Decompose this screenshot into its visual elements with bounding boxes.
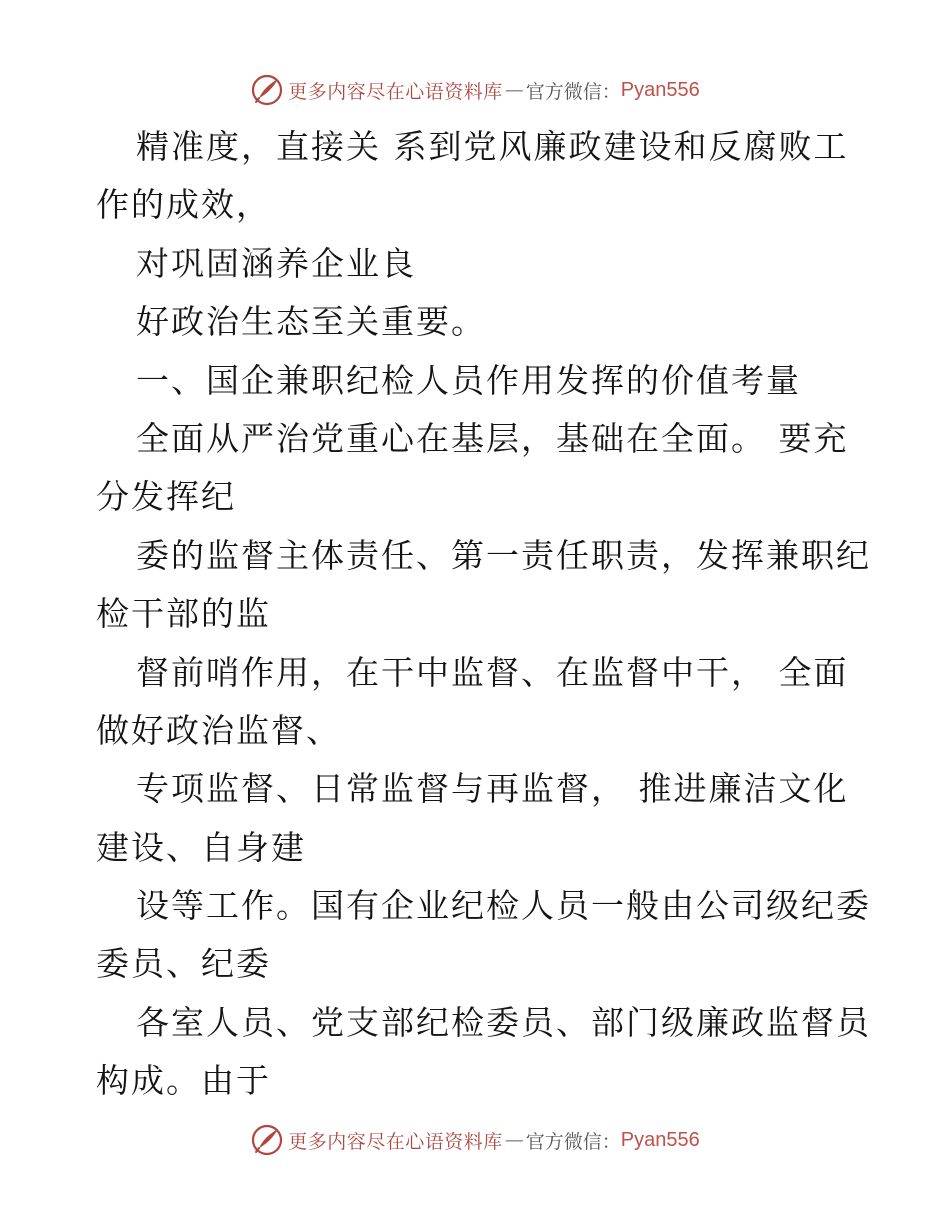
- watermark-site-text: 更多内容尽在心语资料库: [288, 80, 503, 103]
- text-line: 好政治生态至关重要。: [136, 302, 486, 342]
- text-line: 构成。由于: [96, 1061, 271, 1101]
- text-line: 精准度，直接关 系到党风廉政建设和反腐败工: [136, 127, 849, 166]
- watermark-separator: —: [504, 79, 524, 101]
- watermark-wechat-label: 官方微信：: [525, 1130, 621, 1153]
- text-line: 专项监督、日常监督与再监督， 推进廉洁文化: [136, 769, 849, 809]
- text-line: 对巩固涵养企业良: [136, 243, 416, 283]
- text-line: 分发挥纪: [96, 477, 236, 517]
- text-line: 委员、纪委: [96, 944, 271, 984]
- text-line: 全面从严治党重心在基层，基础在全面。 要充: [136, 418, 849, 458]
- text-line: 各室人员、党支部纪检委员、部门级廉政监督员: [136, 1002, 871, 1042]
- watermark-wechat-id: Pyan556: [620, 78, 700, 101]
- text-line: 检干部的监: [96, 594, 271, 634]
- document-body: [96, 118, 871, 1111]
- watermark-site-text: 更多内容尽在心语资料库: [288, 1130, 503, 1153]
- feather-pen-icon: [250, 73, 284, 107]
- text-line: 一、国企兼职纪检人员作用发挥的价值考量: [136, 360, 801, 400]
- watermark-separator: —: [504, 1129, 524, 1151]
- feather-pen-icon: [250, 1123, 284, 1157]
- text-line: 设等工作。国有企业纪检人员一般由公司级纪委: [136, 886, 871, 926]
- text-line: 委的监督主体责任、第一责任职责，发挥兼职纪: [136, 535, 871, 575]
- text-line: 建设、自身建: [96, 827, 306, 867]
- footer-watermark: [0, 1120, 950, 1160]
- watermark-wechat-id: Pyan556: [620, 1128, 700, 1151]
- text-line: 做好政治监督、: [96, 710, 341, 750]
- watermark-wechat-label: 官方微信：: [525, 80, 621, 103]
- text-line: 作的成效，: [96, 185, 271, 225]
- text-line: 督前哨作用，在干中监督、在监督中干， 全面: [136, 652, 849, 692]
- header-watermark: [0, 70, 950, 110]
